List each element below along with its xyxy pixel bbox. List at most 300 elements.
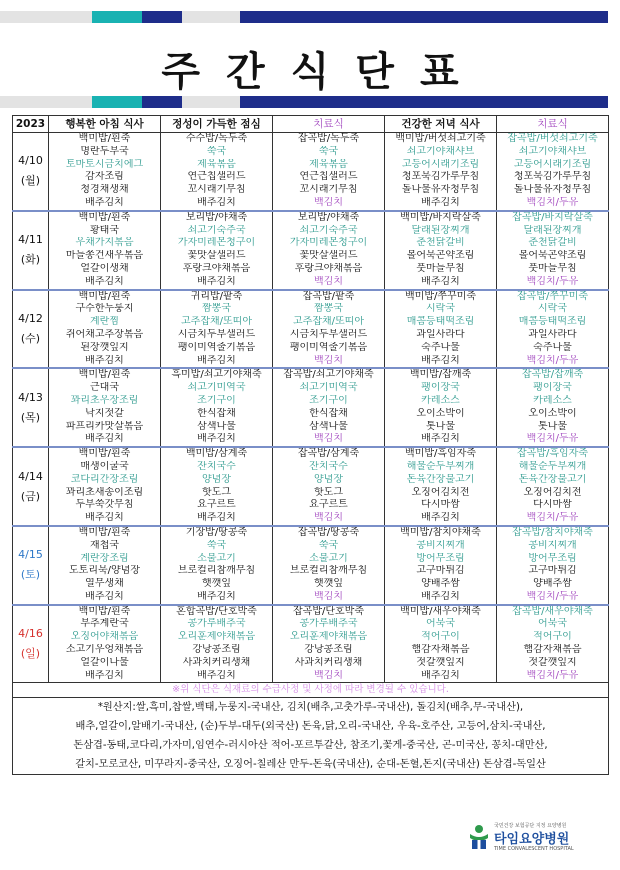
menu-item: 돈육간장불고기 xyxy=(406,473,475,485)
hospital-logo-icon xyxy=(468,824,490,850)
menu-item: 볼어묵곤약조림 xyxy=(518,250,587,262)
menu-item: 명란두부국 xyxy=(80,145,129,157)
hospital-logo xyxy=(468,822,608,856)
menu-item: 백김치/두유 xyxy=(526,196,579,208)
menu-item: 배추김치 xyxy=(197,433,236,445)
dinner-cell xyxy=(385,447,497,526)
menu-item: 달래된장찌개 xyxy=(411,224,470,236)
menu-item: 팽이미역줄기볶음 xyxy=(177,341,256,353)
menu-item: 백미밥/삼계죽 xyxy=(185,448,248,460)
menu-item: 감자조림 xyxy=(85,171,124,183)
menu-item: 고추잡채/또띠아 xyxy=(181,316,252,328)
logo-name: 타임요양병원 xyxy=(494,832,570,847)
menu-item: 배추김치 xyxy=(421,196,460,208)
menu-item: 젓갈깻잎지 xyxy=(528,656,577,668)
menu-item: 코다리간장조림 xyxy=(70,473,139,485)
menu-item: 잡곡밥/단호박죽 xyxy=(293,605,364,617)
menu-item: 백미밥/흰죽 xyxy=(78,133,131,144)
menu-item: 토마토시금치에그 xyxy=(65,158,144,170)
menu-item: 백김치 xyxy=(314,433,343,445)
menu-item: 꽈리초우장조림 xyxy=(70,394,139,406)
menu-item: 가자미레몬청구이 xyxy=(177,237,256,249)
origin-line: 배추,얼갈이,알배기-국내산, (순)두부-대두(외국산) 돈육,닭,오리-국내산, 우육-호주산, 고등어,삼치-국내산, xyxy=(75,721,546,733)
menu-item: 잡곡밥/녹두죽 xyxy=(297,133,360,144)
menu-item: 사과치커리생채 xyxy=(182,656,251,668)
breakfast-cell xyxy=(49,368,161,447)
origin-info xyxy=(13,698,609,775)
menu-item: 쇠고기야채샤브 xyxy=(518,145,587,157)
menu-item: 매생이굴국 xyxy=(80,460,129,472)
dinner-cell xyxy=(385,133,497,211)
menu-item: 백미밥/흰죽 xyxy=(78,211,131,223)
menu-item: 풋마늘무침 xyxy=(528,262,577,274)
mid-bar-navy-long xyxy=(240,96,608,108)
menu-item: 소고기우엉채볶음 xyxy=(65,644,144,656)
menu-item: 도토리묵/양념장 xyxy=(69,565,140,577)
day-cell xyxy=(13,447,49,526)
menu-item: 백미밥/흰죽 xyxy=(78,526,131,538)
menu-item: 한식잡채 xyxy=(309,407,348,419)
menu-item: 우채가지볶음 xyxy=(75,237,134,249)
menu-item: 과일사라다 xyxy=(416,328,465,340)
menu-item: 매콤등태떡조림 xyxy=(518,316,587,328)
day-date: 4/11 xyxy=(18,233,43,247)
menu-item: 오징어김치전 xyxy=(523,486,582,498)
menu-item: 해물순두부찌개 xyxy=(518,460,587,472)
menu-item: 콩가루배추국 xyxy=(187,618,246,630)
dinner-therapeutic-cell xyxy=(497,605,609,683)
mid-bar-gray xyxy=(0,96,92,108)
mid-bar-teal xyxy=(92,96,142,108)
day-cell xyxy=(13,211,49,290)
day-row xyxy=(13,368,609,447)
dinner-cell xyxy=(385,368,497,447)
menu-item: 구수한누룽지 xyxy=(75,303,134,315)
menu-item: 백미밥/흑임자죽 xyxy=(405,448,476,460)
page-title: 주간식단표 xyxy=(161,49,485,95)
menu-item: 돌나물유자청무침 xyxy=(401,184,480,196)
menu-item: 백김치 xyxy=(314,354,343,366)
menu-item: 쇠고기미역국 xyxy=(187,382,246,394)
menu-item: 콩비지찌개 xyxy=(416,539,465,551)
menu-item: 오이소박이 xyxy=(528,407,577,419)
lunch-cell xyxy=(161,605,273,683)
menu-item: 톳나물 xyxy=(426,420,455,432)
dinner-therapeutic-cell xyxy=(497,447,609,526)
menu-item: 쥐어채고추장볶음 xyxy=(65,328,144,340)
header-lunch-therapeutic: 치료식 xyxy=(273,116,385,133)
day-date: 4/12 xyxy=(18,311,43,325)
menu-item: 카레소스 xyxy=(533,394,572,406)
menu-item: 적어구이 xyxy=(421,631,460,643)
lunch-cell xyxy=(161,526,273,605)
menu-item: 양배추쌈 xyxy=(421,578,460,590)
menu-item: 적어구이 xyxy=(533,631,572,643)
day-date: 4/10 xyxy=(18,154,43,168)
menu-item: 고구마튀김 xyxy=(528,565,577,577)
menu-item: 꽃맛살샐러드 xyxy=(299,250,358,262)
logo-subtitle-bottom: TIME CONVALESCENT HOSPITAL xyxy=(494,846,574,852)
menu-item: 쑥국 xyxy=(318,145,339,157)
lunch-cell xyxy=(161,211,273,290)
header-breakfast: 행복한 아침 식사 xyxy=(49,116,161,133)
menu-item: 젓갈깻잎지 xyxy=(416,656,465,668)
day-cell xyxy=(13,526,49,605)
origin-line: 갈치-모로코산, 미꾸라지-중국산, 오징어-칠레산 만두-돈육(국내산), 순대-돈혈,돈지(국내산) 돈삼겹-독일산 xyxy=(75,759,546,771)
breakfast-cell xyxy=(49,290,161,369)
menu-item: 어묵국 xyxy=(538,618,567,630)
menu-item: 잡곡밥/쇠고기야채죽 xyxy=(283,369,374,381)
menu-item: 백김치/두유 xyxy=(526,590,579,602)
top-bar-gray xyxy=(0,11,92,23)
day-cell xyxy=(13,133,49,211)
day-date: 4/16 xyxy=(18,627,43,641)
menu-item: 근대국 xyxy=(90,382,119,394)
menu-item: 배추김치 xyxy=(85,512,124,524)
menu-item: 백김치 xyxy=(314,275,343,287)
menu-item: 청경채생채 xyxy=(80,184,129,196)
menu-item: 백미밥/흰죽 xyxy=(78,448,131,460)
menu-item: 삼색나물 xyxy=(309,420,348,432)
menu-item: 파프리카맛살볶음 xyxy=(65,420,144,432)
menu-item: 보리밥/야채죽 xyxy=(297,211,360,223)
menu-item: 오리훈제야채볶음 xyxy=(289,631,368,643)
menu-item: 마늘쫑건새우볶음 xyxy=(65,250,144,262)
menu-item: 볼어묵곤약조림 xyxy=(406,250,475,262)
menu-item: 고추잡채/또띠아 xyxy=(293,316,364,328)
menu-item: 백미밥/새우야채죽 xyxy=(400,605,481,617)
day-row xyxy=(13,605,609,683)
menu-item: 잔치국수 xyxy=(197,460,236,472)
lunch-cell xyxy=(161,133,273,211)
day-row xyxy=(13,447,609,526)
weekly-menu-table xyxy=(12,115,609,775)
lunch-therapeutic-cell xyxy=(273,368,385,447)
breakfast-cell xyxy=(49,605,161,683)
menu-item: 보리밥/야채죽 xyxy=(185,211,248,223)
menu-item: 흑미밥/쇠고기야채죽 xyxy=(171,369,262,381)
menu-item: 어묵국 xyxy=(426,618,455,630)
dinner-therapeutic-cell xyxy=(497,133,609,211)
day-cell xyxy=(13,605,49,683)
menu-item: 브로컬리참깨무침 xyxy=(289,565,368,577)
day-date: 4/14 xyxy=(18,469,43,483)
menu-item: 햇깻잎 xyxy=(314,578,343,590)
menu-item: 백미밥/바지락살죽 xyxy=(400,211,481,223)
mid-bar-gray2 xyxy=(182,96,240,108)
menu-item: 백김치/두유 xyxy=(526,512,579,524)
dinner-therapeutic-cell xyxy=(497,290,609,369)
dinner-therapeutic-cell xyxy=(497,211,609,290)
menu-item: 햇깻잎 xyxy=(202,578,231,590)
menu-item: 짬뽕국 xyxy=(202,303,231,315)
menu-item: 잡곡밥/땅콩죽 xyxy=(297,526,360,538)
menu-item: 요구르트 xyxy=(309,499,348,511)
menu-item: 햄감자채볶음 xyxy=(523,644,582,656)
menu-item: 팽이미역줄기볶음 xyxy=(289,341,368,353)
menu-item: 배추김치 xyxy=(421,590,460,602)
day-row xyxy=(13,133,609,211)
menu-item: 삼색나물 xyxy=(197,420,236,432)
menu-item: 백미밥/흰죽 xyxy=(78,369,131,381)
menu-item: 백미밥/흰죽 xyxy=(78,605,131,617)
origin-row xyxy=(13,698,609,775)
menu-item: 후랑크야채볶음 xyxy=(294,262,363,274)
dinner-cell xyxy=(385,290,497,369)
menu-item: 시금치두부샐러드 xyxy=(289,328,368,340)
menu-item: 잡곡밥/버섯쇠고기죽 xyxy=(507,133,598,144)
lunch-therapeutic-cell xyxy=(273,290,385,369)
menu-item: 쑥국 xyxy=(206,539,227,551)
lunch-therapeutic-cell xyxy=(273,133,385,211)
menu-item: 얼갈이나물 xyxy=(80,656,129,668)
menu-item: 낙지젓갈 xyxy=(85,407,124,419)
menu-item: 백김치/두유 xyxy=(526,433,579,445)
menu-item: 강낭콩조림 xyxy=(304,644,353,656)
mid-bar-navy xyxy=(142,96,182,108)
menu-item: 백김치 xyxy=(314,590,343,602)
menu-item: 꽃맛살샐러드 xyxy=(187,250,246,262)
day-weekday: (수) xyxy=(20,331,41,345)
menu-item: 잡곡밥/삼계죽 xyxy=(297,448,360,460)
menu-item: 배추김치 xyxy=(85,669,124,681)
menu-item: 배추김치 xyxy=(85,275,124,287)
day-weekday: (화) xyxy=(20,253,41,267)
day-cell xyxy=(13,368,49,447)
menu-item: 팽이장국 xyxy=(421,382,460,394)
menu-item: 배추김치 xyxy=(85,196,124,208)
menu-item: 브로컬리참깨무침 xyxy=(177,565,256,577)
menu-item: 배추김치 xyxy=(197,196,236,208)
day-date: 4/13 xyxy=(18,390,43,404)
menu-item: 연근칩샐러드 xyxy=(187,171,246,183)
menu-item: 잡곡밥/바지락살죽 xyxy=(512,211,593,223)
lunch-cell xyxy=(161,447,273,526)
menu-item: 고등어시래기조림 xyxy=(513,158,592,170)
top-bar-gray2 xyxy=(182,11,240,23)
day-weekday: (금) xyxy=(20,489,41,503)
menu-item: 계란장조림 xyxy=(80,552,129,564)
menu-item: 다시마쌈 xyxy=(533,499,572,511)
day-date: 4/15 xyxy=(18,548,43,562)
menu-item: 배추김치 xyxy=(85,590,124,602)
menu-item: 숙주나물 xyxy=(533,341,572,353)
menu-item: 톳나물 xyxy=(538,420,567,432)
menu-item: 잡곡밥/새우야채죽 xyxy=(512,605,593,617)
menu-item: 요구르트 xyxy=(197,499,236,511)
menu-item: 배추김치 xyxy=(421,275,460,287)
lunch-therapeutic-cell xyxy=(273,526,385,605)
menu-item: 과일사라다 xyxy=(528,328,577,340)
menu-item: 쇠고기미역국 xyxy=(299,382,358,394)
breakfast-cell xyxy=(49,211,161,290)
menu-item: 짬뽕국 xyxy=(314,303,343,315)
header-row xyxy=(13,116,609,133)
menu-item: 배추김치 xyxy=(197,354,236,366)
menu-item: 꼬시래기무침 xyxy=(299,184,358,196)
menu-item: 다시마쌈 xyxy=(421,499,460,511)
menu-item: 고등어시래기조림 xyxy=(401,158,480,170)
header-year: 2023 xyxy=(13,116,49,133)
breakfast-cell xyxy=(49,447,161,526)
dinner-cell xyxy=(385,605,497,683)
menu-item: 배추김치 xyxy=(421,512,460,524)
menu-item: 강낭콩조림 xyxy=(192,644,241,656)
menu-item: 백김치 xyxy=(314,196,343,208)
day-weekday: (일) xyxy=(20,647,41,661)
menu-item: 시락국 xyxy=(426,303,455,315)
menu-item: 잡곡밥/팥죽 xyxy=(302,290,355,302)
menu-item: 양념장 xyxy=(202,473,231,485)
menu-item: 된장깻잎지 xyxy=(80,341,129,353)
top-bar-navy xyxy=(142,11,182,23)
menu-item: 기장밥/땅콩죽 xyxy=(185,526,248,538)
menu-item: 꼬시래기무침 xyxy=(187,184,246,196)
menu-item: 후랑크야채볶음 xyxy=(182,262,251,274)
menu-item: 고구마튀김 xyxy=(416,565,465,577)
menu-item: 조기구이 xyxy=(197,394,236,406)
top-bar-teal xyxy=(92,11,142,23)
breakfast-cell xyxy=(49,526,161,605)
menu-item: 춘천닭갈비 xyxy=(416,237,465,249)
menu-item: 꽈리초새송이조림 xyxy=(65,486,144,498)
menu-item: 백미밥/흰죽 xyxy=(78,290,131,302)
menu-item: 재첩국 xyxy=(90,539,119,551)
menu-item: 핫도그 xyxy=(202,486,231,498)
menu-item: 돌나물유자청무침 xyxy=(513,184,592,196)
dinner-therapeutic-cell xyxy=(497,368,609,447)
menu-item: 청포묵김가루무침 xyxy=(401,171,480,183)
menu-item: 백미밥/잡깨죽 xyxy=(409,369,472,381)
menu-item: 소불고기 xyxy=(197,552,236,564)
dinner-therapeutic-cell xyxy=(497,526,609,605)
menu-item: 팽이장국 xyxy=(533,382,572,394)
menu-item: 카레소스 xyxy=(421,394,460,406)
menu-item: 쇠고기숙주국 xyxy=(187,224,246,236)
menu-item: 햄감자채볶음 xyxy=(411,644,470,656)
menu-item: 소불고기 xyxy=(309,552,348,564)
menu-item: 잡곡밥/잡깨죽 xyxy=(521,369,584,381)
day-cell xyxy=(13,290,49,369)
menu-item: 백미밥/쭈꾸미죽 xyxy=(405,290,476,302)
menu-item: 콩비지찌개 xyxy=(528,539,577,551)
menu-item: 달래된장찌개 xyxy=(523,224,582,236)
origin-line: *원산지:쌀,흑미,찹쌀,백태,누룽지-국내산, 김치(배추,고춧가루-국내산), 돌김치(배추,무-국내산), xyxy=(97,702,524,714)
notice-row xyxy=(13,683,609,698)
menu-item: 해물순두부찌개 xyxy=(406,460,475,472)
menu-item: 시금치두부샐러드 xyxy=(177,328,256,340)
menu-item: 열무생채 xyxy=(85,578,124,590)
menu-item: 청포묵김가루무침 xyxy=(513,171,592,183)
top-bar-navy-long xyxy=(240,11,608,23)
menu-item: 부추계란국 xyxy=(80,618,129,630)
header-dinner-therapeutic: 치료식 xyxy=(497,116,609,133)
menu-item: 두부쑥갓무침 xyxy=(75,499,134,511)
menu-item: 양배추쌈 xyxy=(533,578,572,590)
menu-item: 배추김치 xyxy=(197,275,236,287)
day-row xyxy=(13,290,609,369)
menu-item: 잡곡밥/쭈꾸미죽 xyxy=(517,290,588,302)
menu-item: 매콤등태떡조림 xyxy=(406,316,475,328)
menu-item: 배추김치 xyxy=(197,590,236,602)
menu-item: 쑥국 xyxy=(206,145,227,157)
menu-item: 한식잡채 xyxy=(197,407,236,419)
lunch-cell xyxy=(161,368,273,447)
menu-item: 백미밥/버섯쇠고기죽 xyxy=(395,133,486,144)
menu-item: 잔치국수 xyxy=(309,460,348,472)
menu-item: 배추김치 xyxy=(421,354,460,366)
menu-item: 콩가루배추국 xyxy=(299,618,358,630)
menu-item: 잡곡밥/참치야채죽 xyxy=(512,526,593,538)
menu-item: 혼합곡밥/단호박죽 xyxy=(176,605,257,617)
menu-item: 백김치/두유 xyxy=(526,354,579,366)
day-weekday: (목) xyxy=(20,410,41,424)
menu-item: 쇠고기숙주국 xyxy=(299,224,358,236)
lunch-cell xyxy=(161,290,273,369)
menu-item: 수수밥/녹두죽 xyxy=(185,133,248,144)
menu-item: 배추김치 xyxy=(421,669,460,681)
menu-item: 계란찜 xyxy=(90,316,119,328)
menu-item: 사과치커리생채 xyxy=(294,656,363,668)
menu-item: 쇠고기야채샤브 xyxy=(406,145,475,157)
menu-item: 백김치 xyxy=(314,512,343,524)
menu-item: 백김치/두유 xyxy=(526,669,579,681)
day-weekday: (토) xyxy=(20,568,41,582)
menu-item: 배추김치 xyxy=(197,512,236,524)
menu-item: 쑥국 xyxy=(318,539,339,551)
lunch-therapeutic-cell xyxy=(273,211,385,290)
menu-item: 귀리밥/팥죽 xyxy=(190,290,243,302)
menu-item: 춘천닭갈비 xyxy=(528,237,577,249)
menu-item: 제육볶음 xyxy=(197,158,236,170)
menu-item: 오리훈제야채볶음 xyxy=(177,631,256,643)
menu-item: 양념장 xyxy=(314,473,343,485)
dinner-cell xyxy=(385,211,497,290)
menu-item: 오이소박이 xyxy=(416,407,465,419)
logo-subtitle-top: 국민건강 보험공단 지정 요양병원 xyxy=(494,823,567,829)
notice-text: ※위 식단은 식재료의 수급사정 및 사정에 따라 변경될 수 있습니다. xyxy=(13,683,609,698)
menu-item: 배추김치 xyxy=(197,669,236,681)
menu-item: 핫도그 xyxy=(314,486,343,498)
menu-item: 조기구이 xyxy=(309,394,348,406)
day-row xyxy=(13,526,609,605)
menu-item: 배추김치 xyxy=(421,433,460,445)
lunch-therapeutic-cell xyxy=(273,447,385,526)
menu-item: 배추김치 xyxy=(85,433,124,445)
menu-item: 시락국 xyxy=(538,303,567,315)
menu-item: 제육볶음 xyxy=(309,158,348,170)
menu-item: 숙주나물 xyxy=(421,341,460,353)
lunch-therapeutic-cell xyxy=(273,605,385,683)
menu-item: 가자미레몬청구이 xyxy=(289,237,368,249)
menu-item: 잡곡밥/흑임자죽 xyxy=(517,448,588,460)
menu-item: 연근칩샐러드 xyxy=(299,171,358,183)
menu-item: 백김치 xyxy=(314,669,343,681)
menu-item: 백미밥/참치야채죽 xyxy=(400,526,481,538)
menu-item: 돈육간장불고기 xyxy=(518,473,587,485)
header-lunch: 정성이 가득한 점심 xyxy=(161,116,273,133)
menu-item: 방어무조림 xyxy=(416,552,465,564)
day-weekday: (월) xyxy=(20,174,41,188)
menu-item: 얼갈이생채 xyxy=(80,262,129,274)
menu-item: 배추김치 xyxy=(85,354,124,366)
menu-item: 백김치/두유 xyxy=(526,275,579,287)
menu-item: 방어무조림 xyxy=(528,552,577,564)
breakfast-cell xyxy=(49,133,161,211)
header-dinner: 건강한 저녁 식사 xyxy=(385,116,497,133)
menu-item: 오징어김치전 xyxy=(411,486,470,498)
dinner-cell xyxy=(385,526,497,605)
